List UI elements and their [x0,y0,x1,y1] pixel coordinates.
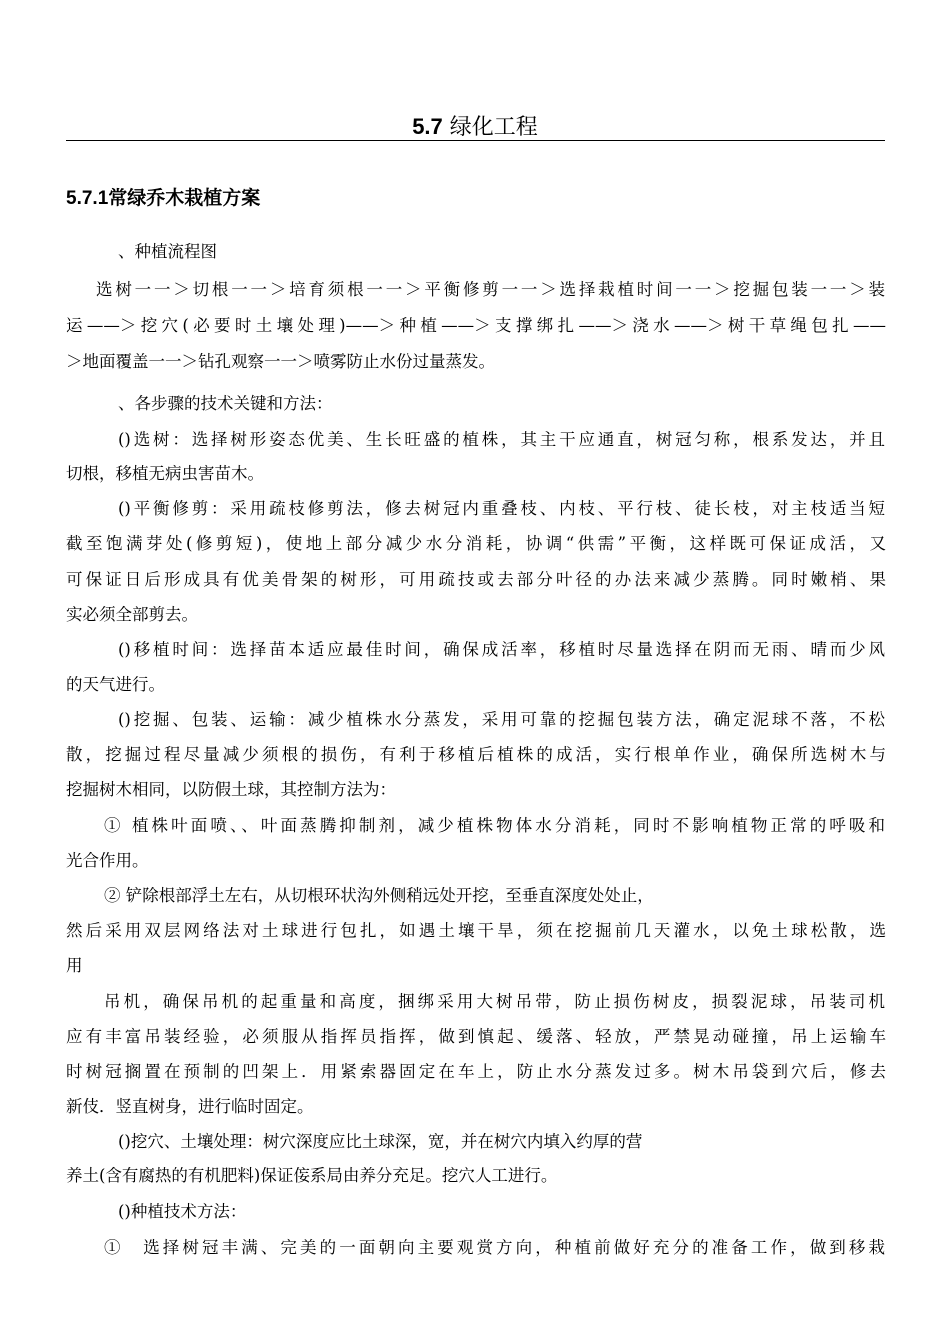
text-line: ()挖掘、包装、运输：减少植株水分蒸发，采用可靠的挖掘包装方法，确定泥球不落，不松 [118,710,885,729]
title-text: 绿化工程 [449,115,538,140]
text-line: 运——＞挖穴(必要时土壤处理)——＞种植——＞支撑绑扎——＞浇水——＞树干草绳包扎—— [66,316,886,335]
text-line: 、种植流程图 [118,242,217,261]
text-line: 实必须全部剪去。 [66,605,198,624]
text-line: ＞地面覆盖一一＞钻孔观察一一＞喷雾防止水份过量蒸发。 [66,352,495,371]
text-line: ① 选择树冠丰满、完美的一面朝向主要观赏方向，种植前做好充分的准备工作，做到移栽 [104,1238,885,1257]
text-line: 截至饱满芽处(修剪短)，使地上部分减少水分消耗，协调“供需”平衡，这样既可保证成活，又 [66,534,886,553]
text-line: 吊机，确保吊机的起重量和高度，捆绑采用大树吊带，防止损伤树皮，损裂泥球，吊装司机 [104,992,885,1011]
section-number: 5.7.1 [66,188,109,209]
section-heading [66,184,260,213]
text-line: ()挖穴、土壤处理：树穴深度应比土球深，宽，并在树穴内填入约厚的营 [118,1132,643,1151]
text-line: 挖掘树木相同，以防假土球，其控制方法为： [66,780,396,799]
text-line: 然后采用双层网络法对土球进行包扎，如遇土壤干旱，须在挖掘前几天灌水，以免土球松散，选 [66,921,886,940]
text-line: 、各步骤的技术关键和方法： [118,394,333,413]
page-title [0,112,950,143]
text-line: 切根，移植无病虫害苗木。 [66,464,264,483]
text-line: 应有丰富吊装经验，必须服从指挥员指挥，做到慎起、缓落、轻放，严禁晃动碰撞，吊上运输车 [66,1027,886,1046]
text-line: 散，挖掘过程尽量减少须根的损伤，有利于移植后植株的成活，实行根单作业，确保所选树木与 [66,745,886,764]
text-line: 养土(含有腐热的有机肥料)保证侫系局由养分充足。挖穴人工进行。 [66,1166,558,1185]
text-line: ()平衡修剪：采用疏枝修剪法，修去树冠内重叠枝、内枝、平行枝、徒长枝，对主枝适当短 [118,499,885,518]
text-line: 时树冠搁置在预制的凹架上．用紧索器固定在车上，防止水分蒸发过多。树木吊袋到穴后，修去 [66,1062,886,1081]
text-line: 光合作用。 [66,851,149,870]
title-divider [66,140,885,141]
text-line: ① 植株叶面喷、、叶面蒸腾抑制剂，减少植株物体水分消耗，同时不影响植物正常的呼吸和 [104,816,885,835]
section-title: 常绿乔木栽植方案 [108,187,261,209]
text-line: ()种植技术方法： [118,1202,247,1221]
text-line: 新伎．竖直树身，进行临时固定。 [66,1097,314,1116]
text-line: 可保证日后形成具有优美骨架的树形，可用疏技或去部分叶径的办法来减少蒸腾。同时嫩梢、果 [66,570,886,589]
title-number: 5.7 [412,114,443,139]
text-line: 的天气进行。 [66,675,165,694]
text-line: ()选树：选择树形姿态优美、生长旺盛的植株，其主干应通直，树冠匀称，根系发达，并且 [118,430,885,449]
text-line: 选树一一＞切根一一＞培育须根一一＞平衡修剪一一＞选择栽植时间一一＞挖掘包装一一＞装 [96,280,885,299]
text-line: ()移植时间：选择苗本适应最佳时间，确保成活率，移植时尽量选择在阴而无雨、晴而少风 [118,640,885,659]
text-line: 用 [66,956,83,975]
text-line: ② 铲除根部浮土左右，从切根环状沟外侧稍远处开挖，至垂直深度处处止， [104,886,654,905]
